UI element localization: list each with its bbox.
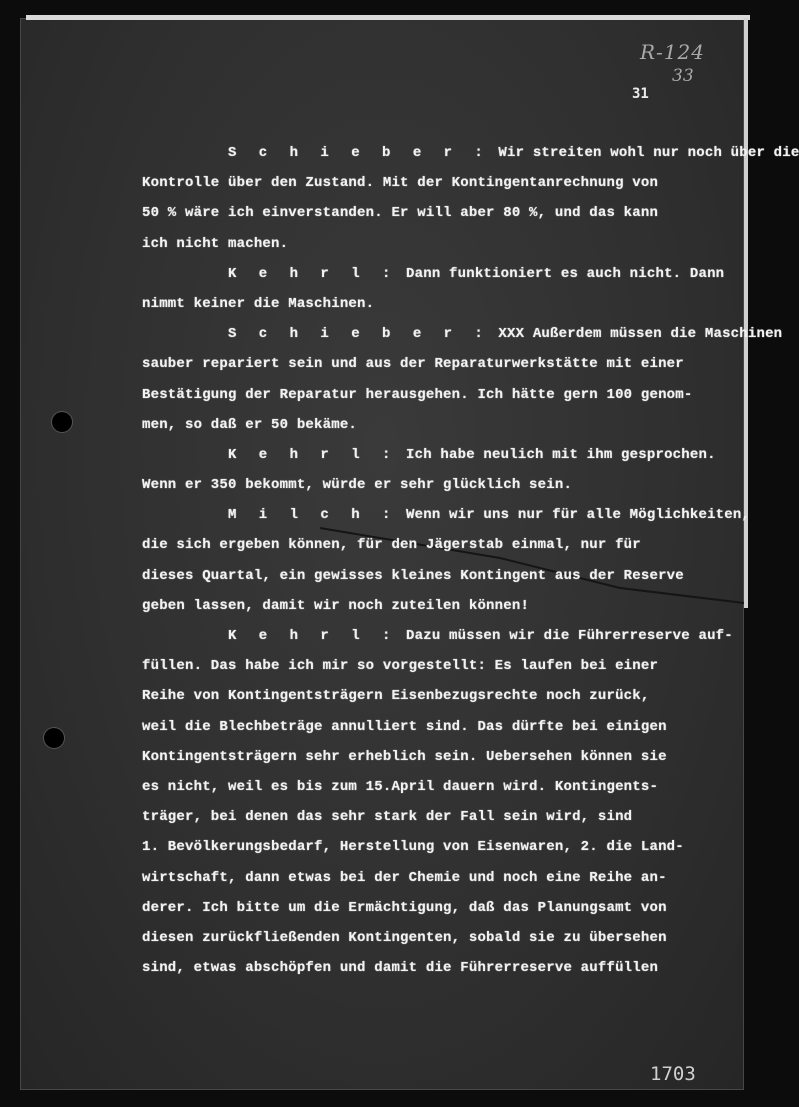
speaker-name: K e h r l : [228, 265, 398, 282]
text-line [142, 621, 732, 651]
paper-edge-top [26, 15, 750, 20]
text-line [142, 349, 732, 379]
line-text: Bestätigung der Reparatur herausgehen. Ich hätte gern 100 genom- [142, 386, 693, 403]
line-text: weil die Blechbeträge annulliert sind. Das dürfte bei einigen [142, 718, 667, 735]
text-line [142, 319, 783, 349]
text-line [142, 168, 732, 198]
text-line [142, 591, 732, 621]
line-text: Ich habe neulich mit ihm gesprochen. [397, 446, 716, 463]
text-line [142, 923, 732, 953]
page-number: 31 [632, 86, 649, 102]
line-text: träger, bei denen das sehr stark der Fall sein wird, sind [142, 809, 633, 826]
text-line [142, 893, 732, 923]
document-page [20, 18, 799, 1090]
text-line [142, 742, 732, 772]
line-text: Wir streiten wohl nur noch über die [489, 145, 799, 161]
line-text: diesen zurückfließenden Kontingenten, sobald sie zu übersehen [142, 929, 667, 946]
line-text: es nicht, weil es bis zum 15.April dauern wird. Kontingents- [142, 778, 659, 795]
line-text: ich nicht machen. [142, 235, 289, 252]
speaker-name: S c h i e b e r : [228, 326, 490, 343]
text-line [142, 138, 799, 168]
text-line [142, 863, 732, 893]
text-line [142, 380, 732, 410]
text-line [142, 259, 732, 289]
text-line [142, 772, 732, 802]
speaker-name: M i l c h : [228, 507, 398, 524]
archive-number: 1703 [650, 1063, 696, 1085]
handwritten-reference: R-124 [640, 40, 705, 64]
line-text: Kontrolle über den Zustand. Mit der Kontingentanrechnung von [142, 175, 659, 192]
line-text: füllen. Das habe ich mir so vorgestellt: Es laufen bei einer [142, 658, 659, 675]
line-text: Wenn wir uns nur für alle Möglichkeiten, [397, 507, 751, 524]
text-line [142, 561, 732, 591]
speaker-name: K e h r l : [228, 628, 398, 644]
text-line [142, 198, 732, 228]
text-line [142, 229, 732, 259]
line-text: die sich ergeben können, für den Jägerstab einmal, nur für [142, 537, 641, 554]
text-line [142, 712, 732, 742]
line-text: Wenn er 350 bekommt, würde er sehr glücklich sein. [142, 477, 573, 494]
text-line [142, 410, 732, 440]
line-text: dieses Quartal, ein gewisses kleines Kontingent aus der Reserve [142, 567, 684, 584]
text-line [142, 681, 732, 711]
punch-hole-top [52, 412, 72, 432]
text-line [142, 440, 732, 470]
speaker-name: K e h r l : [228, 446, 398, 463]
text-line [142, 470, 732, 500]
line-text: XXX Außerdem müssen die Maschinen [489, 326, 783, 343]
transcript-body [142, 138, 799, 983]
text-line [142, 832, 732, 862]
line-text: geben lassen, damit wir noch zuteilen können! [142, 597, 530, 614]
punch-hole-bottom [44, 728, 64, 748]
line-text: derer. Ich bitte um die Ermächtigung, daß das Planungsamt von [142, 899, 667, 916]
line-text: Dazu müssen wir die Führerreserve auf- [397, 628, 733, 644]
line-text: Reihe von Kontingentsträgern Eisenbezugsrechte noch zurück, [142, 688, 650, 705]
line-text: wirtschaft, dann etwas bei der Chemie und noch eine Reihe an- [142, 869, 667, 886]
text-line [142, 289, 732, 319]
handwritten-number: 33 [672, 66, 694, 86]
line-text: sauber repariert sein und aus der Reparaturwerkstätte mit einer [142, 356, 684, 373]
line-text: men, so daß er 50 bekäme. [142, 416, 358, 433]
line-text: 50 % wäre ich einverstanden. Er will aber 80 %, und das kann [142, 205, 659, 222]
line-text: Dann funktioniert es auch nicht. Dann [397, 265, 725, 282]
text-line [142, 802, 732, 832]
text-line [142, 500, 751, 530]
text-line [142, 953, 732, 983]
text-line [142, 530, 732, 560]
text-line [142, 651, 732, 681]
line-text: Kontingentsträgern sehr erheblich sein. Uebersehen können sie [142, 748, 667, 765]
line-text: sind, etwas abschöpfen und damit die Führerreserve auffüllen [142, 960, 659, 977]
line-text: 1. Bevölkerungsbedarf, Herstellung von Eisenwaren, 2. die Land- [142, 839, 684, 856]
line-text: nimmt keiner die Maschinen. [142, 295, 375, 312]
speaker-name: S c h i e b e r : [228, 145, 490, 161]
